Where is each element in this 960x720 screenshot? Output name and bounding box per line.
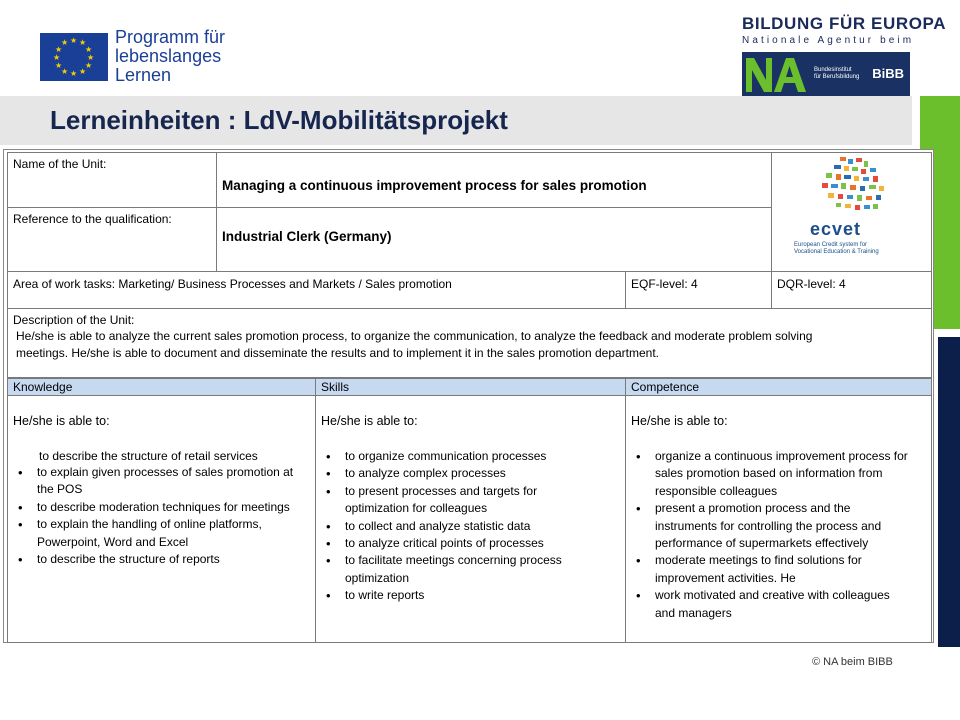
competence-able-to: He/she is able to:	[631, 414, 728, 428]
name-label-cell	[7, 152, 217, 208]
competence-list	[629, 448, 913, 622]
reference-value: Industrial Clerk (Germany)	[222, 229, 392, 244]
na-badge	[742, 52, 910, 96]
eqf-cell	[625, 271, 772, 309]
list-item: • to analyze critical points of processes	[319, 535, 579, 552]
knowledge-able-to: He/she is able to:	[13, 414, 110, 428]
ecvet-logo	[778, 155, 928, 270]
name-label: Name of the Unit:	[13, 157, 107, 171]
name-value-cell	[216, 152, 772, 208]
list-item: • to explain the handling of online platforms, Powerpoint, Word and Excel	[11, 516, 301, 551]
list-item: • work motivated and creative with colleagues and managers	[629, 587, 913, 622]
description-line: He/she is able to analyze the current sales promotion process, to organize the communication, to analyze the feedback and moderate problem solving	[16, 329, 813, 343]
eu-logo-line: Lernen	[115, 65, 172, 85]
description-cell	[7, 308, 932, 378]
skills-list	[319, 448, 579, 605]
list-item: • to organize communication processes	[319, 448, 579, 465]
list-item: • organize a continuous improvement process for sales promotion based on information from responsible colleagues	[629, 448, 913, 500]
competence-cell	[625, 395, 932, 643]
list-item: • moderate meetings to find solutions for improvement activities. He	[629, 552, 913, 587]
knowledge-header-cell	[7, 378, 316, 396]
skills-header: Skills	[321, 380, 350, 394]
description-line: meetings. He/she is able to document and disseminate the results and to implement it in the sales promotion department.	[16, 346, 660, 360]
page-title: Lerneinheiten : LdV-Mobilitätsprojekt	[50, 105, 508, 135]
ecvet-tagline: Vocational Education & Training	[794, 249, 879, 255]
copyright-notice: © NA beim BIBB	[812, 656, 893, 668]
national-agency-logo	[742, 14, 947, 96]
eu-programme-logo	[40, 28, 225, 85]
list-item: • to present processes and targets for optimization for colleagues	[319, 483, 579, 518]
list-item: • to collect and analyze statistic data	[319, 518, 579, 535]
bibb-line: Bundesinstitut	[814, 67, 852, 73]
na-subtitle: Nationale Agentur beim	[742, 35, 915, 46]
unit-name: Managing a continuous improvement process for sales promotion	[222, 178, 647, 193]
area-of-work: Area of work tasks: Marketing/ Business Processes and Markets / Sales promotion	[13, 277, 452, 291]
title-bar	[0, 96, 912, 145]
reference-value-cell	[216, 207, 772, 272]
area-cell	[7, 271, 626, 309]
ecvet-tagline: European Credit system for	[794, 242, 868, 248]
ecvet-mosaic-icon	[778, 155, 928, 221]
unit-document	[3, 149, 934, 643]
bibb-box	[808, 52, 910, 96]
list-item: • to describe moderation techniques for meetings	[11, 499, 301, 516]
knowledge-list	[11, 464, 301, 568]
side-accent-navy	[938, 337, 960, 647]
eu-logo-line: lebenslanges	[115, 46, 222, 66]
eu-logo-line: Programm für	[115, 27, 226, 47]
dqr-cell	[771, 271, 932, 309]
competence-header-cell	[625, 378, 932, 396]
list-item: • to explain given processes of sales promotion at the POS	[11, 464, 301, 499]
reference-label-cell	[7, 207, 217, 272]
reference-label: Reference to the qualification:	[13, 212, 172, 226]
description-label: Description of the Unit:	[13, 313, 135, 327]
dqr-level: DQR-level: 4	[777, 277, 846, 291]
bibb-logo: BiBB	[872, 66, 904, 81]
list-item: • present a promotion process and the instruments for controlling the process and performance of supermarkets effectively	[629, 500, 913, 552]
skills-able-to: He/she is able to:	[321, 414, 418, 428]
eu-flag-icon: ★ ★ ★ ★ ★ ★ ★ ★ ★ ★ ★ ★	[40, 33, 108, 81]
skills-cell	[315, 395, 626, 643]
na-mark-icon	[742, 52, 808, 96]
eu-programme-name	[115, 28, 225, 85]
ecvet-wordmark: ecvet	[810, 219, 862, 239]
list-item: • to analyze complex processes	[319, 465, 579, 482]
list-item: • to write reports	[319, 587, 579, 604]
na-title: BILDUNG FÜR EUROPA	[742, 14, 947, 33]
knowledge-intro: to describe the structure of retail services	[39, 449, 258, 463]
competence-header: Competence	[631, 380, 700, 394]
bibb-line: für Berufsbildung	[814, 74, 860, 80]
eqf-level: EQF-level: 4	[631, 277, 698, 291]
skills-header-cell	[315, 378, 626, 396]
knowledge-header: Knowledge	[13, 380, 73, 394]
knowledge-cell	[7, 395, 316, 643]
list-item: • to describe the structure of reports	[11, 551, 301, 568]
list-item: • to facilitate meetings concerning process optimization	[319, 552, 579, 587]
